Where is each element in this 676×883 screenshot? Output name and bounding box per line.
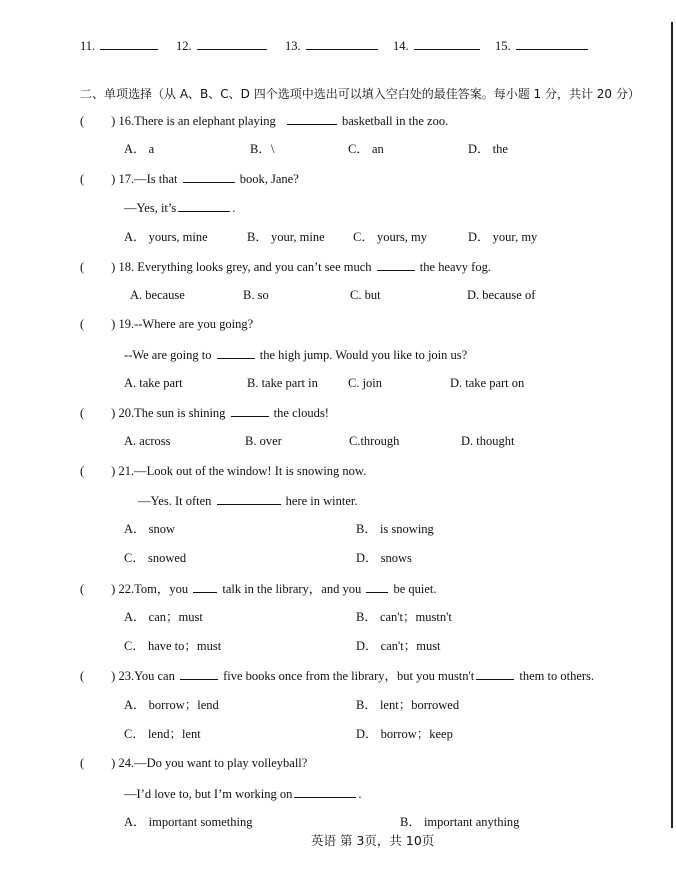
- option-c[interactable]: C. but: [350, 288, 381, 302]
- margin-rule: [671, 22, 673, 828]
- question-text: 24.—Do you want to play volleyball?: [118, 756, 308, 770]
- answer-num: 13.: [285, 39, 301, 53]
- option-d[interactable]: D． snows: [356, 551, 412, 565]
- option-b[interactable]: B. over: [245, 434, 282, 448]
- answer-blank: [100, 37, 158, 50]
- paren-close: ): [111, 669, 116, 683]
- answer-blank: [414, 37, 480, 50]
- question-24-line2: [124, 785, 362, 802]
- option-d[interactable]: D. thought: [461, 434, 515, 448]
- blank: [217, 492, 281, 505]
- question-text: 20.The sun is shining: [118, 406, 226, 420]
- option-c[interactable]: C.through: [349, 434, 400, 448]
- paren-open: (: [80, 582, 85, 596]
- question-18: [80, 258, 491, 275]
- option-b[interactable]: B． lent；borrowed: [356, 698, 460, 712]
- question-text: basketball in the zoo.: [341, 114, 449, 128]
- question-text: the heavy fog.: [419, 260, 491, 274]
- option-b[interactable]: B. take part in: [247, 376, 318, 390]
- option-a[interactable]: A． snow: [124, 522, 176, 536]
- answer-num: 12.: [176, 39, 192, 53]
- blank: [217, 346, 255, 359]
- question-text: the high jump. Would you like to join us?: [259, 348, 468, 362]
- question-text: 21.—Look out of the window! It is snowing now.: [118, 464, 367, 478]
- paren-close: ): [111, 582, 116, 596]
- option-a[interactable]: A． borrow；lend: [124, 698, 219, 712]
- answer-row: [285, 37, 380, 54]
- option-b[interactable]: B． can't；mustn't: [356, 610, 452, 624]
- question-text: 17.—Is that: [118, 172, 178, 186]
- paren-open: (: [80, 669, 85, 683]
- question-text: —Yes, it’s: [124, 201, 177, 215]
- question-21: [80, 463, 366, 479]
- answer-blank: [197, 37, 267, 50]
- answer-row: [393, 37, 482, 54]
- question-17: [80, 170, 299, 187]
- paren-close: ): [111, 172, 116, 186]
- answer-row: [176, 37, 269, 54]
- answer-num: 11.: [80, 39, 96, 53]
- question-21-line2: [138, 492, 358, 509]
- answer-num: 14.: [393, 39, 409, 53]
- question-text: talk in the library，and you: [222, 582, 362, 596]
- question-text: .: [232, 201, 236, 215]
- option-a[interactable]: A． yours, mine: [124, 230, 208, 244]
- blank: [287, 112, 337, 125]
- paren-open: (: [80, 317, 85, 331]
- option-c[interactable]: C. join: [348, 376, 383, 390]
- question-text: five books once from the library，but you mustn't: [223, 669, 475, 683]
- paren-close: ): [111, 406, 116, 420]
- question-text: —I’d love to, but I’m working on: [124, 787, 293, 801]
- option-b[interactable]: B．\: [250, 142, 275, 156]
- question-text: 19.--Where are you going?: [118, 317, 254, 331]
- option-c[interactable]: C． lend；lent: [124, 727, 201, 741]
- question-text: 23.You can: [118, 669, 175, 683]
- option-b[interactable]: B. so: [243, 288, 269, 302]
- question-text: the clouds!: [273, 406, 329, 420]
- option-d[interactable]: D． can't；must: [356, 639, 441, 653]
- paren-close: ): [111, 317, 116, 331]
- paren-open: (: [80, 260, 85, 274]
- paren-close: ): [111, 114, 116, 128]
- question-text: book, Jane?: [239, 172, 299, 186]
- question-20: [80, 404, 329, 421]
- option-b[interactable]: B． your, mine: [247, 230, 325, 244]
- section-title: 二、单项选择（从 A、B、C、D 四个选项中选出可以填入空白处的最佳答案。每小题 1 分，共计 20 分）: [80, 87, 640, 101]
- blank: [183, 170, 235, 183]
- blank: [180, 667, 218, 680]
- blank: [231, 404, 269, 417]
- option-a[interactable]: A． important something: [124, 815, 253, 829]
- question-text: --We are going to: [124, 348, 212, 362]
- paren-open: (: [80, 756, 85, 770]
- question-text: them to others.: [519, 669, 595, 683]
- option-d[interactable]: D. because of: [467, 288, 536, 302]
- blank: [178, 199, 230, 212]
- option-a[interactable]: A. take part: [124, 376, 183, 390]
- paren-open: (: [80, 172, 85, 186]
- question-text: 16.There is an elephant playing: [118, 114, 276, 128]
- option-b[interactable]: B． is snowing: [356, 522, 434, 536]
- question-17-line2: [124, 199, 235, 216]
- question-text: 22.Tom，you: [118, 582, 189, 596]
- question-24: [80, 755, 307, 771]
- blank: [476, 667, 514, 680]
- option-c[interactable]: C． yours, my: [353, 230, 427, 244]
- option-c[interactable]: C． snowed: [124, 551, 187, 565]
- paren-close: ): [111, 260, 116, 274]
- paren-open: (: [80, 114, 85, 128]
- option-d[interactable]: D． borrow；keep: [356, 727, 453, 741]
- question-23: [80, 667, 594, 684]
- option-d[interactable]: D． the: [468, 142, 508, 156]
- page-footer: 英语 第 3页，共 10页: [311, 833, 435, 848]
- option-d[interactable]: D． your, my: [468, 230, 538, 244]
- option-a[interactable]: A. across: [124, 434, 171, 448]
- question-22: [80, 580, 437, 597]
- option-d[interactable]: D. take part on: [450, 376, 525, 390]
- option-a[interactable]: A． a: [124, 142, 155, 156]
- answer-blank: [306, 37, 378, 50]
- blank: [377, 258, 415, 271]
- paren-close: ): [111, 756, 116, 770]
- blank: [366, 580, 388, 593]
- paren-open: (: [80, 406, 85, 420]
- option-a[interactable]: A． can；must: [124, 610, 203, 624]
- question-text: be quiet.: [393, 582, 437, 596]
- blank: [294, 785, 356, 798]
- answer-num: 15.: [495, 39, 511, 53]
- paren-close: ): [111, 464, 116, 478]
- option-c[interactable]: C． have to；must: [124, 639, 222, 653]
- answer-blank: [516, 37, 588, 50]
- option-c[interactable]: C． an: [348, 142, 384, 156]
- answer-row: [495, 37, 590, 54]
- option-a[interactable]: A. because: [130, 288, 185, 302]
- question-19: [80, 316, 253, 332]
- option-b[interactable]: B． important anything: [400, 815, 520, 829]
- question-text: 18. Everything looks grey, and you can’t see much: [118, 260, 372, 274]
- question-19-line2: [124, 346, 467, 363]
- question-text: here in winter.: [285, 494, 358, 508]
- question-16: [80, 112, 448, 129]
- question-text: —Yes. It often: [138, 494, 212, 508]
- answer-row: [80, 37, 160, 54]
- blank: [193, 580, 217, 593]
- question-text: .: [358, 787, 362, 801]
- paren-open: (: [80, 464, 85, 478]
